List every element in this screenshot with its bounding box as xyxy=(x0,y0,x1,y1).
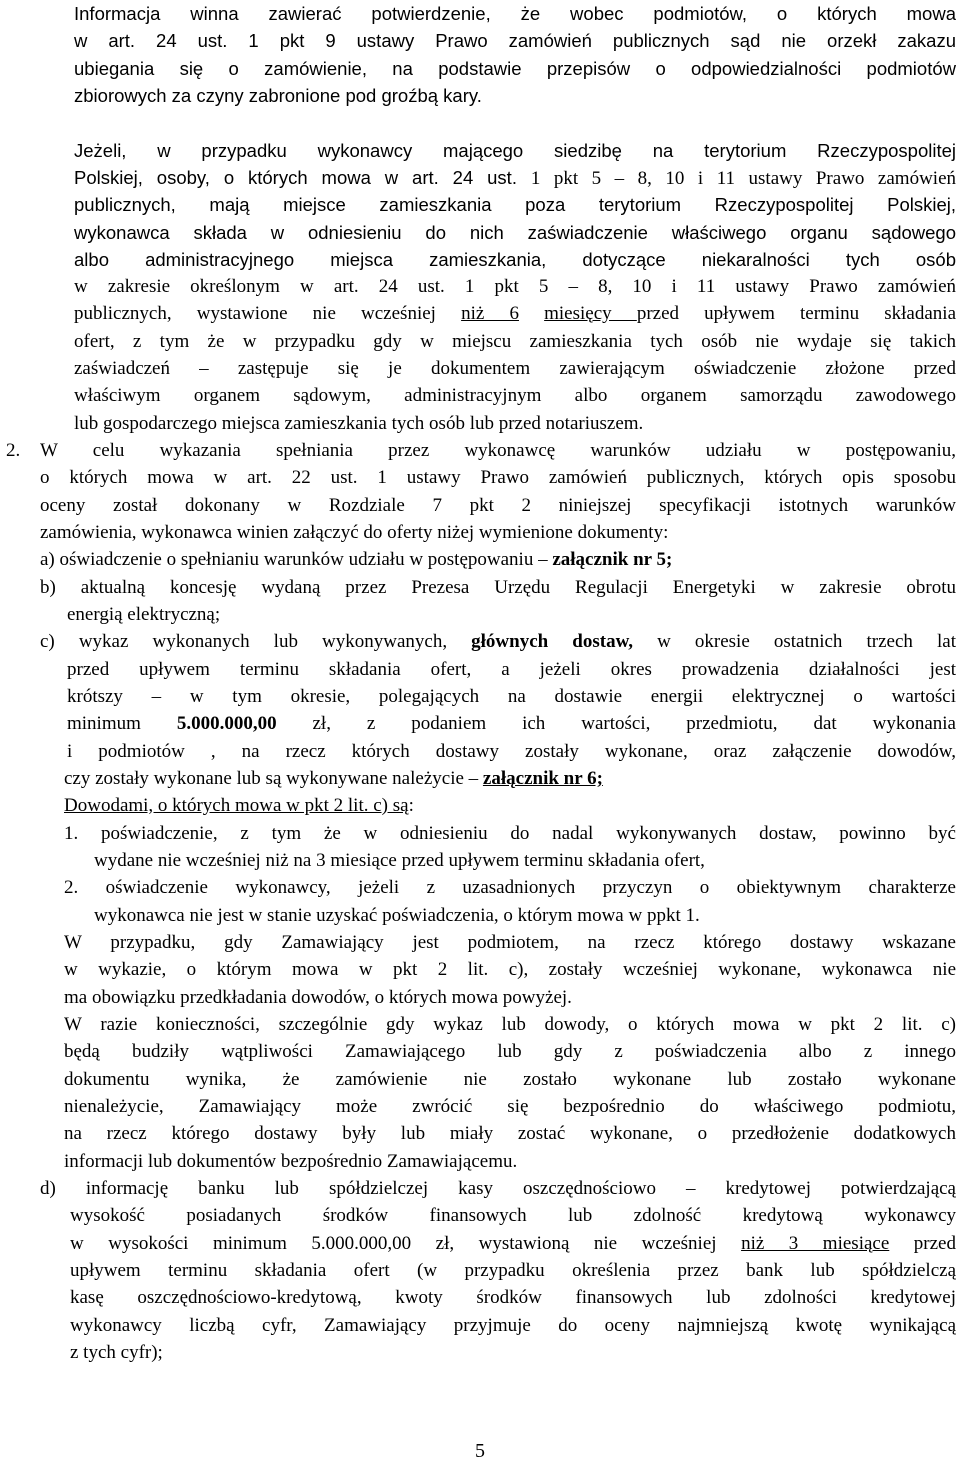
text-line: Jeżeli, w przypadku wykonawcy mającego siedzibę na terytorium Rzeczypospolitej xyxy=(74,140,956,161)
text-line: zaświadczeń – zastępuje się je dokumentem zawierającym oświadczenie złożone przed xyxy=(74,358,956,379)
text-line: czy zostały wykonane lub są wykonywane należycie – załącznik nr 6; xyxy=(64,768,603,789)
text-line: Dowodami, o których mowa w pkt 2 lit. c) są: xyxy=(64,795,414,816)
text-line: ma obowiązku przedkładania dowodów, o których mowa powyżej. xyxy=(64,987,572,1008)
text-line: w art. 24 ust. 1 pkt 9 ustawy Prawo zamówień publicznych sąd nie orzekł zakazu xyxy=(74,30,956,51)
text-line: ubiegania się o zamówienie, na podstawie przepisów o odpowiedzialności podmiotów xyxy=(74,58,956,79)
text-line: c) wykaz wykonanych lub wykonywanych, głównych dostaw, w okresie ostatnich trzech lat xyxy=(40,631,956,652)
text-line: wykonawca nie jest w stanie uzyskać poświadczenia, o którym mowa w ppkt 1. xyxy=(94,905,700,926)
text-line: właściwym organem sądowym, administracyjnym albo organem samorządu zawodowego xyxy=(74,385,956,406)
text-line: W celu wykazania spełniania przez wykonawcę warunków udziału w postępowaniu, xyxy=(40,440,956,461)
text-line: 1. poświadczenie, z tym że w odniesieniu do nadal wykonywanych dostaw, powinno być xyxy=(64,823,956,844)
text-line: informacji lub dokumentów bezpośrednio Zamawiającemu. xyxy=(64,1151,518,1172)
text-line: upływem terminu składania ofert (w przypadku określenia przez bank lub spółdzielczą xyxy=(70,1260,956,1281)
text-line: o których mowa w art. 22 ust. 1 ustawy Prawo zamówień publicznych, których opis sposobu xyxy=(40,467,956,488)
text-line: zbiorowych za czyny zabronione pod groźbą kary. xyxy=(74,85,482,106)
text-line: wysokość posiadanych środków finansowych lub zdolność kredytową wykonawcy xyxy=(70,1205,956,1226)
text-line: W przypadku, gdy Zamawiający jest podmiotem, na rzecz którego dostawy wskazane xyxy=(64,932,956,953)
text-line: Informacja winna zawierać potwierdzenie, że wobec podmiotów, o których mowa xyxy=(74,3,956,24)
text-line: będą budziły wątpliwości Zamawiającego lub gdy z poświadczenia albo z innego xyxy=(64,1041,956,1062)
text-line: przed upływem terminu składania ofert, a jeżeli okres prowadzenia działalności jest xyxy=(67,659,956,680)
text-line: w wykazie, o którym mowa w pkt 2 lit. c), zostały wcześniej wykonane, wykonawca nie xyxy=(64,959,956,980)
text-line: W razie konieczności, szczególnie gdy wykaz lub dowody, o których mowa w pkt 2 lit. c) xyxy=(64,1014,956,1035)
text-line: i podmiotów , na rzecz których dostawy zostały wykonane, oraz załączenie dowodów, xyxy=(67,741,956,762)
text-line: b) aktualną koncesję wydaną przez Prezesa Urzędu Regulacji Energetyki w zakresie obrotu xyxy=(40,577,956,598)
text-line: na rzecz którego dostawy były lub miały zostać wykonane, o przedłożenie dodatkowych xyxy=(64,1123,956,1144)
text-line: lub gospodarczego miejsca zamieszkania tych osób lub przed notariuszem. xyxy=(74,413,644,434)
page-number: 5 xyxy=(475,1440,485,1462)
text-line: publicznych, mają miejsce zamieszkania poza terytorium Rzeczypospolitej Polskiej, xyxy=(74,194,956,215)
text-line: nienależycie, Zamawiający może zwrócić się bezpośrednio do właściwego podmiotu, xyxy=(64,1096,956,1117)
text-line: w zakresie określonym w art. 24 ust. 1 pkt 5 – 8, 10 i 11 ustawy Prawo zamówień xyxy=(74,276,956,297)
text-line: dokumentu wynika, że zamówienie nie zostało wykonane lub zostało wykonane xyxy=(64,1069,956,1090)
text-line: wykonawca składa w odniesieniu do nich zaświadczenie właściwego organu sądowego xyxy=(74,222,956,243)
text-line: Polskiej, osoby, o których mowa w art. 24 ust. 1 pkt 5 – 8, 10 i 11 ustawy Prawo zamówień xyxy=(74,167,956,189)
text-line: ofert, z tym że w przypadku gdy w miejscu zamieszkania tych osób nie wydaje się takich xyxy=(74,331,956,352)
text-line: z tych cyfr); xyxy=(70,1342,163,1363)
text-line: oceny został dokonany w Rozdziale 7 pkt 2 niniejszej specyfikacji istotnych warunków xyxy=(40,495,956,516)
text-line: wykonawcy liczbą cyfr, Zamawiający przyjmuje do oceny najmniejszą kwotę wynikającą xyxy=(70,1315,956,1336)
text-line: energią elektryczną; xyxy=(67,604,221,625)
text-line: krótszy – w tym okresie, polegających na dostawie energii elektrycznej o wartości xyxy=(67,686,956,707)
text-line: w wysokości minimum 5.000.000,00 zł, wystawioną nie wcześniej niż 3 miesiące przed xyxy=(70,1233,956,1254)
text-line: zamówienia, wykonawca winien załączyć do oferty niżej wymienione dokumenty: xyxy=(40,522,669,543)
text-line: minimum 5.000.000,00 zł, z podaniem ich wartości, przedmiotu, dat wykonania xyxy=(67,713,956,734)
text-line: publicznych, wystawione nie wcześniej niż 6 miesięcy przed upływem terminu składania xyxy=(74,303,956,324)
text-line: d) informację banku lub spółdzielczej kasy oszczędnościowo – kredytowej potwierdzającą xyxy=(40,1178,956,1199)
text-line: kasę oszczędnościowo-kredytową, kwoty środków finansowych lub zdolności kredytowej xyxy=(70,1287,956,1308)
text-line: 2. oświadczenie wykonawcy, jeżeli z uzasadnionych przyczyn o obiektywnym charakterze xyxy=(64,877,956,898)
text-line: a) oświadczenie o spełnianiu warunków udziału w postępowaniu – załącznik nr 5; xyxy=(40,549,673,570)
text-line: wydane nie wcześniej niż na 3 miesiące przed upływem terminu składania ofert, xyxy=(94,850,705,871)
text-line: 2. xyxy=(6,440,21,461)
text-line: albo administracyjnego miejsca zamieszkania, dotyczące niekaralności tych osób xyxy=(74,249,956,270)
